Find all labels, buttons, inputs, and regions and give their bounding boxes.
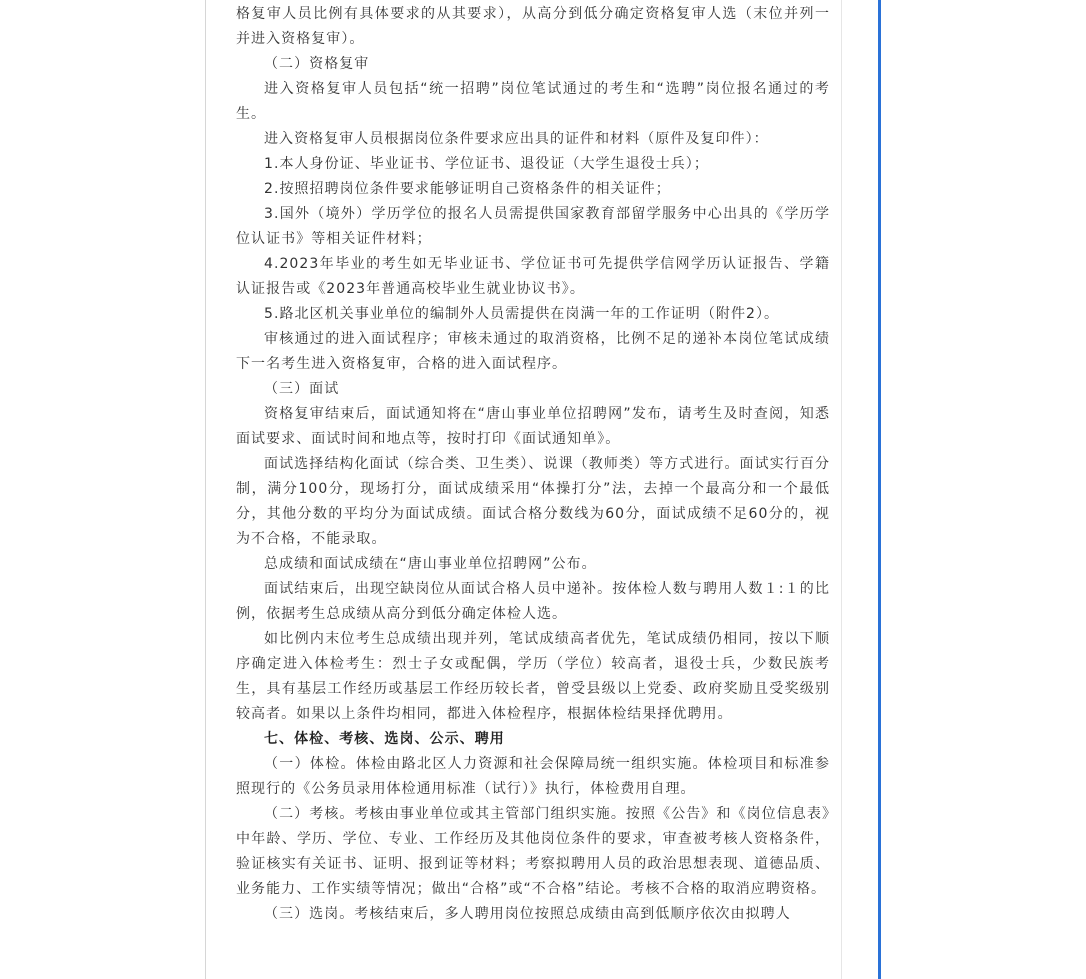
list-item: 2.按照招聘岗位条件要求能够证明自己资格条件的相关证件； <box>264 181 671 197</box>
article-body <box>236 2 830 927</box>
paragraph: 进入资格复审人员包括“统一招聘”岗位笔试通过的考生和“选聘”岗位报名通过的考生。 <box>236 81 830 122</box>
list-item: 3.国外（境外）学历学位的报名人员需提供国家教育部留学服务中心出具的《学历学位认证书》等相关证件材料； <box>236 206 830 247</box>
paragraph: 面试结束后，出现空缺岗位从面试合格人员中递补。按体检人数与聘用人数１:１的比例，依据考生总成绩从高分到低分确定体检人选。 <box>236 581 830 622</box>
section-heading-interview: （三）面试 <box>264 381 340 397</box>
paragraph: 如比例内末位考生总成绩出现并列，笔试成绩高者优先，笔试成绩仍相同，按以下顺序确定进入体检考生：烈士子女或配偶，学历（学位）较高者，退役士兵，少数民族考生，具有基层工作经历或基层工作经历较长者，曾受县级以上党委、政府奖励且受奖级别较高者。如果以上条件均相同，都进入体检程序，根据体检结果择优聘用。 <box>236 631 830 722</box>
paragraph: 进入资格复审人员根据岗位条件要求应出具的证件和材料（原件及复印件）： <box>264 131 769 147</box>
chapter-heading-physical-exam: 七、体检、考核、选岗、公示、聘用 <box>264 731 505 747</box>
paragraph: 面试选择结构化面试（综合类、卫生类）、说课（教师类）等方式进行。面试实行百分制，满分100分，现场打分，面试成绩采用“体操打分”法，去掉一个最高分和一个最低分，其他分数的平均分为面试成绩。面试合格分数线为60分，面试成绩不足60分的，视为不合格，不能录取。 <box>236 456 830 547</box>
content-divider <box>841 0 842 979</box>
paragraph: （二）考核。考核由事业单位或其主管部门组织实施。按照《公告》和《岗位信息表》中年龄、学历、学位、专业、工作经历及其他岗位条件的要求，审查被考核人资格条件，验证核实有关证书、证明、报到证等材料；考察拟聘用人员的政治思想表现、道德品质、业务能力、工作实绩等情况；做出“合格”或“不合格”结论。考核不合格的取消应聘资格。 <box>236 806 830 897</box>
paragraph: （一）体检。体检由路北区人力资源和社会保障局统一组织实施。体检项目和标准参照现行的《公务员录用体检通用标准（试行）》执行，体检费用自理。 <box>236 756 830 797</box>
list-item: 5.路北区机关事业单位的编制外人员需提供在岗满一年的工作证明（附件2）。 <box>264 306 780 322</box>
section-heading-qualification-review: （二）资格复审 <box>264 56 370 72</box>
list-item: 1.本人身份证、毕业证书、学位证书、退役证（大学生退役士兵）； <box>264 156 709 172</box>
list-item: 4.2023年毕业的考生如无毕业证书、学位证书可先提供学信网学历认证报告、学籍认证报告或《2023年普通高校毕业生就业协议书》。 <box>236 256 830 297</box>
paragraph-continuation: 格复审人员比例有具体要求的从其要求），从高分到低分确定资格复审人选（末位并列一并进入资格复审）。 <box>236 6 830 47</box>
paragraph: 总成绩和面试成绩在“唐山事业单位招聘网”公布。 <box>264 556 597 572</box>
paragraph: 资格复审结束后，面试通知将在“唐山事业单位招聘网”发布，请考生及时查阅，知悉面试要求、面试时间和地点等，按时打印《面试通知单》。 <box>236 406 830 447</box>
paragraph: （三）选岗。考核结束后，多人聘用岗位按照总成绩由高到低顺序依次由拟聘人 <box>264 906 791 922</box>
paragraph: 审核通过的进入面试程序；审核未通过的取消资格，比例不足的递补本岗位笔试成绩下一名考生进入资格复审，合格的进入面试程序。 <box>236 331 830 372</box>
